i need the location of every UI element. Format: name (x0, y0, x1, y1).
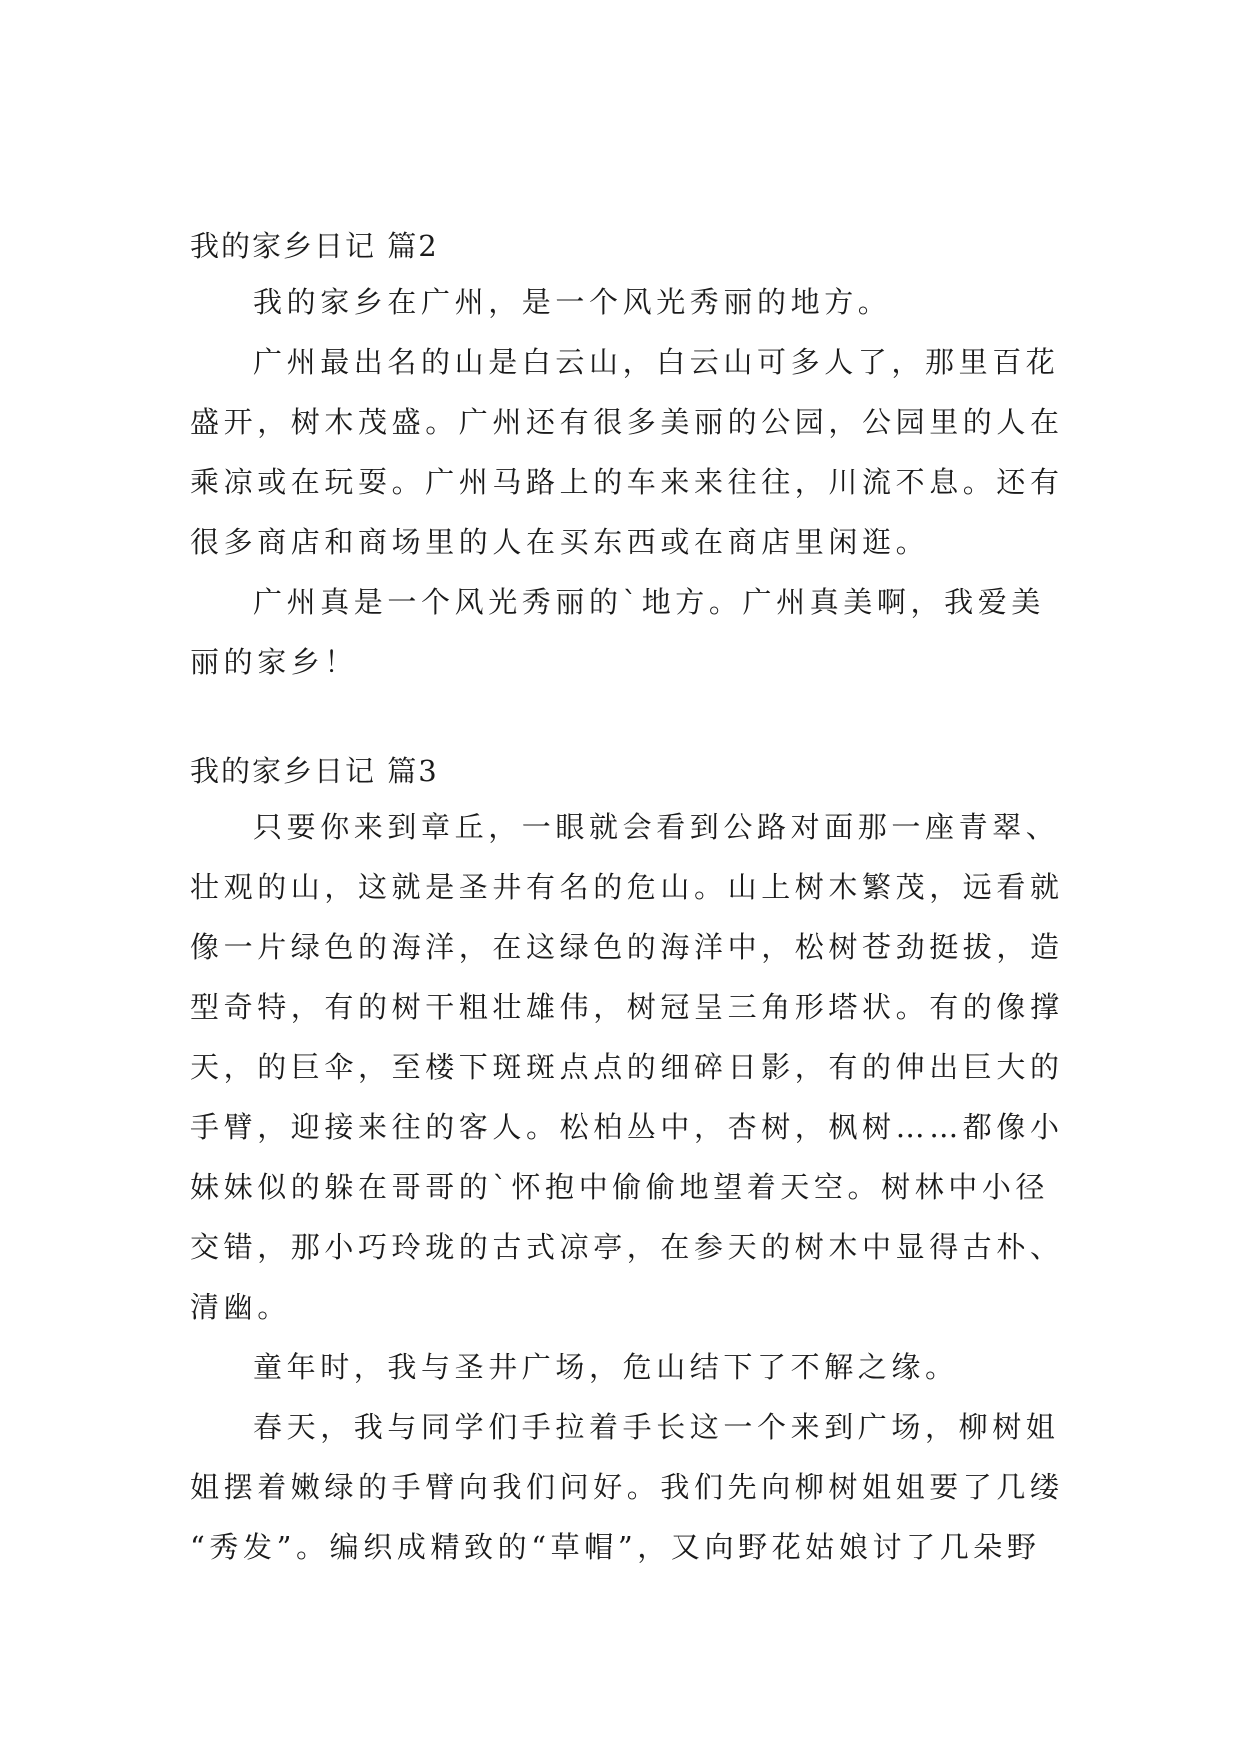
text-line: 广州最出名的山是白云山，白云山可多人了，那里百花 (253, 345, 1060, 379)
text-line: 乘凉或在玩耍。广州马路上的车来来往往，川流不息。还有 (190, 465, 1064, 499)
text-line: 天，的巨伞，至楼下斑斑点点的细碎日影，有的伸出巨大的 (190, 1050, 1064, 1084)
text-line: 很多商店和商场里的人在买东西或在商店里闲逛。 (190, 525, 930, 559)
text-line: 童年时，我与圣井广场，危山结下了不解之缘。 (253, 1350, 959, 1384)
text-line: 我的家乡在广州，是一个风光秀丽的地方。 (253, 285, 892, 319)
paragraph (190, 1397, 1064, 1577)
paragraph (190, 272, 1060, 332)
diary-entry-2 (190, 220, 1064, 692)
paragraph (190, 797, 1064, 1337)
text-line: 丽的家乡！ (190, 645, 359, 679)
diary-entry-3 (190, 745, 1064, 1577)
text-line: 广州真是一个风光秀丽的`地方。广州真美啊，我爱美 (253, 585, 1045, 619)
paragraph (190, 1337, 1060, 1397)
text-line: 清幽。 (190, 1290, 291, 1324)
text-line: 姐摆着嫩绿的手臂向我们问好。我们先向柳树姐姐要了几缕 (190, 1470, 1064, 1504)
text-line: 只要你来到章丘，一眼就会看到公路对面那一座青翠、 (253, 810, 1060, 844)
entry-title: 我的家乡日记 篇3 (190, 754, 439, 788)
text-line: 型奇特，有的树干粗壮雄伟，树冠呈三角形塔状。有的像撑 (190, 990, 1064, 1024)
text-line: 盛开，树木茂盛。广州还有很多美丽的公园，公园里的人在 (190, 405, 1064, 439)
paragraph (190, 572, 1060, 692)
entry-title: 我的家乡日记 篇2 (190, 229, 439, 263)
text-line: 壮观的山，这就是圣井有名的危山。山上树木繁茂，远看就 (190, 870, 1064, 904)
text-line: 春天，我与同学们手拉着手长这一个来到广场，柳树姐 (253, 1410, 1060, 1444)
text-line: 手臂，迎接来往的客人。松柏丛中，杏树，枫树……都像小 (190, 1110, 1064, 1144)
text-line: 像一片绿色的海洋，在这绿色的海洋中，松树苍劲挺拔，造 (190, 930, 1064, 964)
text-line: 妹妹似的躲在哥哥的`怀抱中偷偷地望着天空。树林中小径 (190, 1170, 1050, 1204)
text-line: 交错，那小巧玲珑的古式凉亭，在参天的树木中显得古朴、 (190, 1230, 1064, 1264)
text-line: “秀发”。编织成精致的“草帽”，又向野花姑娘讨了几朵野 (190, 1530, 1041, 1564)
paragraph (190, 332, 1064, 572)
